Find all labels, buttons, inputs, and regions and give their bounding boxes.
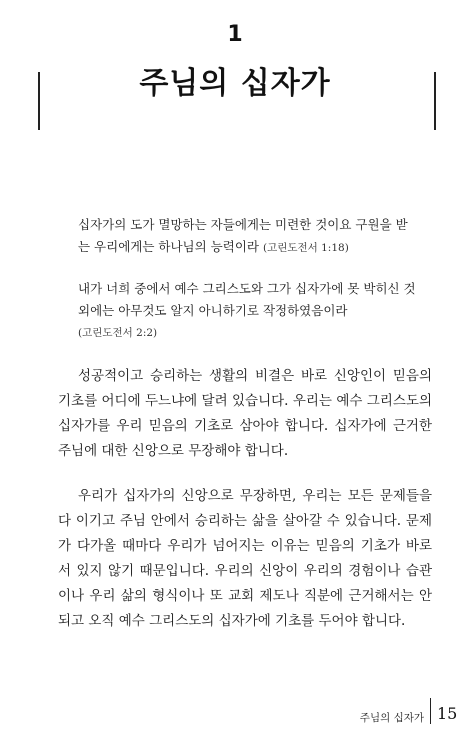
chapter-number: 1 <box>227 22 243 47</box>
body-paragraph: 우리가 십자가의 신앙으로 무장하면, 우리는 모든 문제들을 다 이기고 주님 안에서 승리하는 삶을 살아갈 수 있습니다. 문제가 다가올 때마다 우리가 넘어지는 이유는 믿음의 기초가 바로 서 있지 않기 때문입니다. 우리의 신앙이 우리의 경험이나 습관이나 우리 삶의 형식이나 또 교회 제도나 직분에 근거해서는 안 되고 오직 예수 그리스도의 십자가에 기초를 두어야 합니다. <box>58 488 432 629</box>
quote-reference: (고린도전서 1:18) <box>262 242 349 254</box>
quote-reference: (고린도전서 2:2) <box>78 327 158 339</box>
body-paragraph: 성공적이고 승리하는 생활의 비결은 바로 신앙인이 믿음의 기초를 어디에 두느냐에 달려 있습니다. 우리는 예수 그리스도의 십자가를 우리 믿음의 기초로 삼아야 합니다. 십자가에 근거한 주님에 대한 신앙으로 무장해야 합니다. <box>58 368 432 459</box>
footer-divider <box>430 698 431 724</box>
chapter-title: 주님의 십자가 <box>139 66 331 101</box>
page-number: 15 <box>437 704 458 723</box>
scripture-quote <box>78 278 418 344</box>
quote-text: 십자가의 도가 멸망하는 자들에게는 미련한 것이요 구원을 받는 우리에게는 하나님의 능력이라 <box>78 217 408 254</box>
quote-text: 내가 너희 중에서 예수 그리스도와 그가 십자가에 못 박히신 것 외에는 아무것도 알지 아니하기로 작정하였음이라 <box>78 281 416 318</box>
running-title: 주님의 십자가 <box>359 712 424 724</box>
scripture-quote <box>78 214 418 259</box>
title-rule-right <box>434 72 436 130</box>
